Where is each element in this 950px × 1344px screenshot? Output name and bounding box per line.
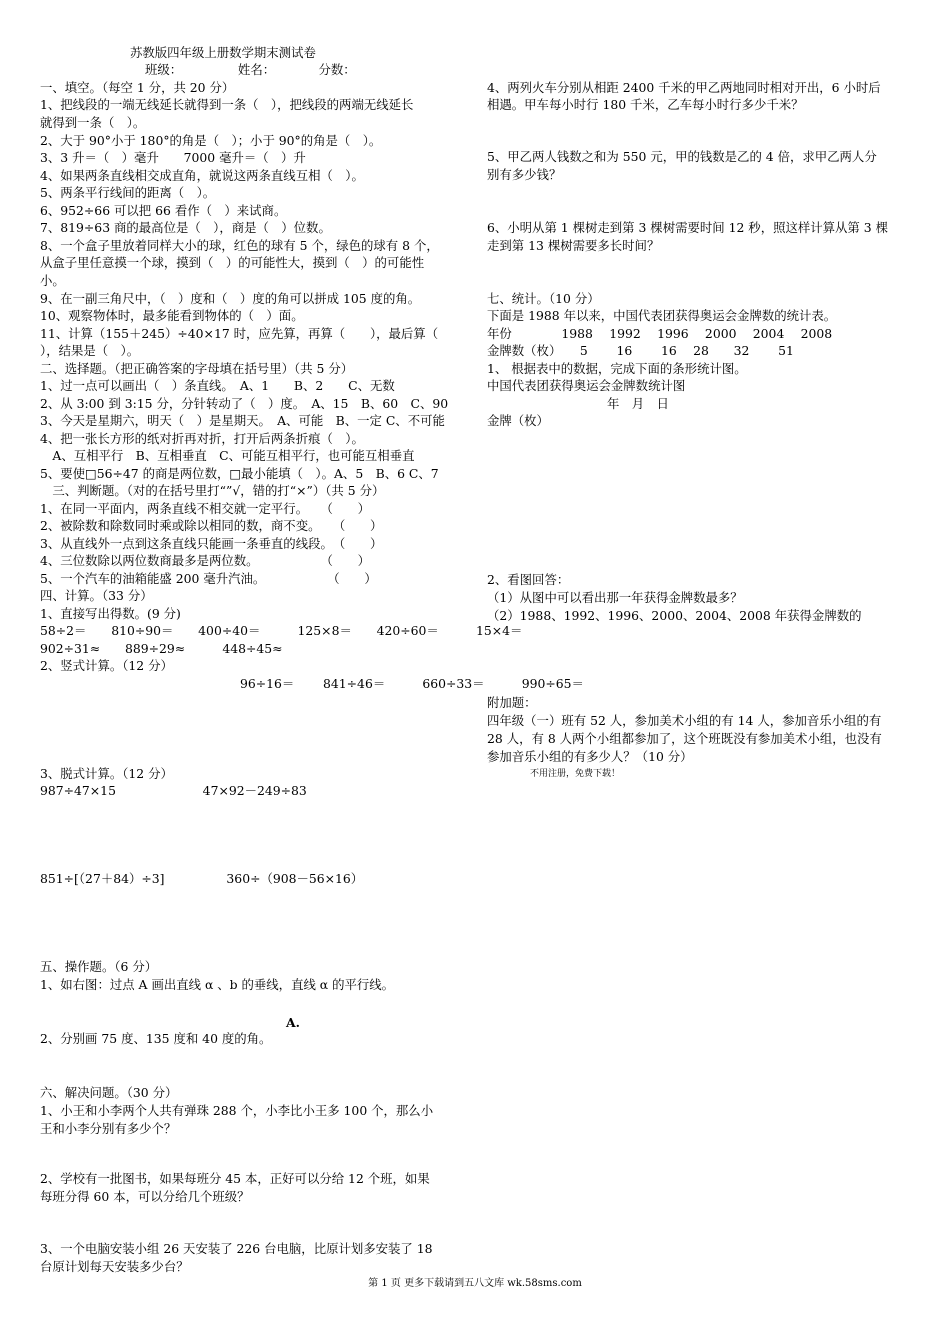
left-line-18: 2、从 3:00 到 3:15 分，分针转动了（ ）度。 A、15 B、60 C、90 bbox=[40, 396, 449, 411]
left-line-26: 3、从直线外一点到这条直线只能画一条垂直的线段。 （ ） bbox=[40, 536, 383, 551]
left-line-31: 58÷2＝ 810÷90＝ 400÷40＝ 125×8＝ 420÷60＝ 15×4＝ bbox=[40, 623, 523, 638]
left-line-47: 3、一个电脑安装小组 26 天安装了 226 台电脑，比原计划多安装了 18 bbox=[40, 1241, 433, 1256]
left-line-19: 3、今天是星期六，明天（ ）是星期天。 A、可能 B、一定 C、不可能 bbox=[40, 413, 445, 428]
left-line-1: 1、把线段的一端无线延长就得到一条（ ），把线段的两端无线延长 bbox=[40, 97, 414, 112]
left-line-7: 6、952÷66 可以把 66 看作（ ）来试商。 bbox=[40, 203, 287, 218]
left-line-35: 3、脱式计算。（12 分） bbox=[40, 766, 173, 781]
left-line-17: 1、过一点可以画出（ ）条直线。 A、1 B、2 C、无数 bbox=[40, 378, 395, 393]
left-line-43: 1、小王和小李两个人共有弹珠 288 个，小李比小王多 100 个，那么小 bbox=[40, 1103, 434, 1118]
right-line-17: 附加题： bbox=[487, 695, 537, 710]
left-line-16: 二、选择题。（把正确答案的字母填在括号里）（共 5 分） bbox=[40, 361, 354, 376]
left-line-42: 六、解决问题。（30 分） bbox=[40, 1085, 178, 1100]
left-line-28: 5、一个汽车的油箱能盛 200 毫升汽油。 （ ） bbox=[40, 571, 377, 586]
right-line-10: 1、 根据表中的数据，完成下面的条形统计图。 bbox=[487, 361, 747, 376]
left-line-41: 2、分别画 75 度、135 度和 40 度的角。 bbox=[40, 1031, 272, 1046]
right-line-20: 参加音乐小组的有多少人？（10 分） bbox=[487, 749, 693, 764]
left-line-40: A. bbox=[286, 1015, 300, 1030]
right-line-2: 5、甲乙两人钱数之和为 550 元，甲的钱数是乙的 4 倍，求甲乙两人分 bbox=[487, 149, 877, 164]
left-line-45: 2、学校有一批图书，如果每班分 45 本，正好可以分给 12 个班，如果 bbox=[40, 1171, 430, 1186]
left-line-6: 5、两条平行线间的距离（ ）。 bbox=[40, 185, 216, 200]
right-line-0: 4、两列火车分别从相距 2400 千米的甲乙两地同时相对开出，6 小时后 bbox=[487, 80, 881, 95]
right-line-14: 2、看图回答： bbox=[487, 572, 570, 587]
left-line-23: 三、判断题。（对的在括号里打“”√，错的打“×”）（共 5 分） bbox=[40, 483, 385, 498]
left-line-20: 4、把一张长方形的纸对折再对折，打开后两条折痕（ ）。 bbox=[40, 431, 364, 446]
left-line-36: 987÷47×15 47×92－249÷83 bbox=[40, 783, 307, 798]
left-line-39: 1、如右图：过点 A 画出直线 α 、b 的垂线，直线 α 的平行线。 bbox=[40, 977, 395, 992]
left-line-37: 851÷[（27＋84）÷3] 360÷（908－56×16） bbox=[40, 871, 364, 886]
header-fields: 班级： 姓名： 分数： bbox=[145, 62, 356, 77]
left-line-0: 一、填空。（每空 1 分，共 20 分） bbox=[40, 80, 235, 95]
left-line-11: 小。 bbox=[40, 273, 65, 288]
right-line-19: 28 人，有 8 人两个小组都参加了，这个班既没有参加美术小组，也没有 bbox=[487, 731, 882, 746]
right-line-5: 走到第 13 棵树需要多长时间？ bbox=[487, 238, 660, 253]
page-title: 苏教版四年级上册数学期末测试卷 bbox=[130, 45, 316, 60]
left-line-34: 96÷16＝ 841÷46＝ 660÷33＝ 990÷65＝ bbox=[240, 676, 584, 691]
right-line-13: 金牌（枚） bbox=[487, 413, 549, 428]
left-line-22: 5、要使□56÷47 的商是两位数，□最小能填（ ）。A、5 B、6 C、7 bbox=[40, 466, 439, 481]
right-line-18: 四年级（一）班有 52 人，参加美术小组的有 14 人，参加音乐小组的有 bbox=[487, 713, 882, 728]
right-line-8: 年份 1988 1992 1996 2000 2004 2008 bbox=[487, 326, 833, 341]
right-line-7: 下面是 1988 年以来，中国代表团获得奥运会金牌数的统计表。 bbox=[487, 308, 837, 323]
left-line-25: 2、被除数和除数同时乘或除以相同的数，商不变。 （ ） bbox=[40, 518, 383, 533]
left-line-5: 4、如果两条直线相交成直角，就说这两条直线互相（ ）。 bbox=[40, 168, 364, 183]
left-line-27: 4、三位数除以两位数商最多是两位数。 （ ） bbox=[40, 553, 371, 568]
right-line-15: （1）从图中可以看出那一年获得金牌数最多？ bbox=[487, 590, 743, 605]
left-line-33: 2、竖式计算。（12 分） bbox=[40, 658, 173, 673]
left-line-30: 1、直接写出得数。(9 分) bbox=[40, 606, 181, 621]
right-line-4: 6、小明从第 1 棵树走到第 3 棵树需要时间 12 秒，照这样计算从第 3 棵 bbox=[487, 220, 888, 235]
left-line-2: 就得到一条（ ）。 bbox=[40, 115, 146, 130]
left-line-32: 902÷31≈ 889÷29≈ 448÷45≈ bbox=[40, 641, 283, 656]
left-line-9: 8、一个盒子里放着同样大小的球，红色的球有 5 个，绿色的球有 8 个， bbox=[40, 238, 439, 253]
right-line-11: 中国代表团获得奥运会金牌数统计图 bbox=[487, 378, 686, 393]
right-line-21: 不用注册，免费下载！ bbox=[530, 769, 621, 779]
left-line-8: 7、819÷63 商的最高位是（ ），商是（ ）位数。 bbox=[40, 220, 331, 235]
left-line-21: A、互相平行 B、互相垂直 C、可能互相平行，也可能互相垂直 bbox=[40, 448, 415, 463]
left-line-46: 每班分得 60 本，可以分给几个班级？ bbox=[40, 1189, 250, 1204]
left-line-29: 四、计算。（33 分） bbox=[40, 588, 153, 603]
left-line-24: 1、在同一平面内，两条直线不相交就一定平行。 （ ） bbox=[40, 501, 371, 516]
left-line-3: 2、大于 90°小于 180°的角是（ ）；小于 90°的角是（ ）。 bbox=[40, 133, 382, 148]
left-line-15: ），结果是（ ）。 bbox=[40, 343, 140, 358]
left-line-48: 台原计划每天安装多少台？ bbox=[40, 1259, 189, 1274]
right-line-16: （2）1988、1992、1996、2000、2004、2008 年获得金牌数的 bbox=[487, 608, 862, 623]
right-line-9: 金牌数（枚） 5 16 16 28 32 51 bbox=[487, 343, 794, 358]
page-footer: 第 1 页 更多下载请到五八文库 wk.58sms.com bbox=[368, 1278, 582, 1289]
left-line-12: 9、在一副三角尺中，（ ）度和（ ）度的角可以拼成 105 度的角。 bbox=[40, 291, 421, 306]
left-line-38: 五、操作题。（6 分） bbox=[40, 959, 158, 974]
left-line-44: 王和小李分别有多少个？ bbox=[40, 1121, 177, 1136]
left-line-13: 10、观察物体时，最多能看到物体的（ ）面。 bbox=[40, 308, 304, 323]
right-line-3: 别有多少钱？ bbox=[487, 167, 562, 182]
left-line-14: 11、计算（155＋245）÷40×17 时，应先算，再算（ ），最后算（ bbox=[40, 326, 439, 341]
right-line-1: 相遇。甲车每小时行 180 千米，乙车每小时行多少千米？ bbox=[487, 97, 804, 112]
left-line-4: 3、3 升＝（ ）毫升 7000 毫升＝（ ）升 bbox=[40, 150, 306, 165]
left-line-10: 从盒子里任意摸一个球，摸到（ ）的可能性大，摸到（ ）的可能性 bbox=[40, 255, 425, 270]
right-line-6: 七、统计。（10 分） bbox=[487, 291, 600, 306]
right-line-12: 年 月 日 bbox=[607, 396, 669, 411]
